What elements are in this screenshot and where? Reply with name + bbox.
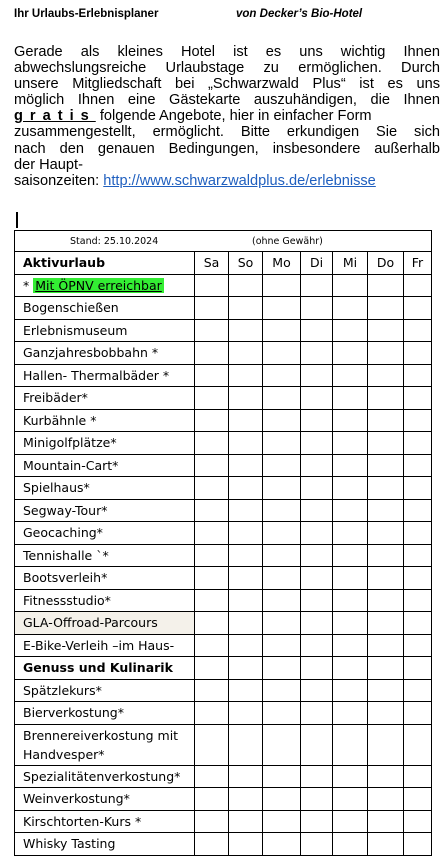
day-cell[interactable] (229, 612, 263, 635)
intro-line-rest: folgende Angebote, hier in einfacher Form (99, 108, 372, 125)
day-cell[interactable] (404, 544, 432, 567)
day-cell[interactable] (333, 810, 368, 833)
day-cell[interactable] (333, 702, 368, 725)
table-row (15, 833, 432, 856)
day-cell[interactable] (404, 319, 432, 342)
day-cell[interactable] (368, 612, 404, 635)
day-cell[interactable] (301, 657, 333, 680)
intro-line (14, 173, 440, 189)
day-cell[interactable] (195, 319, 229, 342)
table-row (15, 544, 432, 567)
day-cell[interactable] (333, 679, 368, 702)
activity-name: Hallen- Thermalbäder * (15, 364, 195, 387)
header-title: Ihr Urlaubs-Erlebnisplaner (14, 8, 159, 20)
activity-name: Spielhaus* (15, 477, 195, 500)
day-cell[interactable] (301, 477, 333, 500)
day-cell[interactable] (333, 522, 368, 545)
day-cell[interactable] (195, 702, 229, 725)
day-cell[interactable] (368, 454, 404, 477)
day-cell[interactable] (368, 319, 404, 342)
day-cell[interactable] (229, 409, 263, 432)
day-cell[interactable] (263, 724, 301, 765)
intro-line: nach den genauen Bedingungen, insbesondere außerhalb (14, 140, 440, 157)
section-row-genuss (15, 657, 432, 680)
day-cell[interactable] (301, 319, 333, 342)
day-header: So (229, 252, 263, 275)
section-heading-aktivurlaub: Aktivurlaub (15, 252, 195, 275)
text-cursor (16, 212, 18, 228)
day-cell[interactable] (368, 765, 404, 788)
intro-line: zusammengestellt, ermöglicht. Bitte erkundigen Sie sich (14, 124, 440, 141)
day-cell[interactable] (404, 432, 432, 455)
day-cell[interactable] (195, 657, 229, 680)
activity-name: GLA-Offroad-Parcours (15, 612, 195, 635)
table-row (15, 589, 432, 612)
day-cell[interactable] (229, 544, 263, 567)
day-cell[interactable] (404, 297, 432, 320)
table-row (15, 477, 432, 500)
day-cell[interactable] (301, 342, 333, 365)
day-cell[interactable] (301, 297, 333, 320)
day-cell[interactable] (368, 499, 404, 522)
table-row (15, 432, 432, 455)
activity-table (14, 230, 432, 856)
day-cell[interactable] (263, 319, 301, 342)
schwarzwaldplus-link[interactable]: http://www.schwarzwaldplus.de/erlebnisse (103, 172, 376, 189)
day-cell[interactable] (263, 477, 301, 500)
day-cell[interactable] (333, 765, 368, 788)
day-cell[interactable] (263, 702, 301, 725)
intro-line: Gerade als kleines Hotel ist es uns wichtig Ihnen (14, 44, 440, 60)
day-cell[interactable] (333, 634, 368, 657)
table-row (15, 499, 432, 522)
table-row (15, 612, 432, 635)
table-row (15, 724, 432, 765)
day-header: Mi (333, 252, 368, 275)
day-cell[interactable] (404, 833, 432, 856)
star-marker: * (23, 277, 34, 293)
day-cell[interactable] (333, 387, 368, 410)
day-cell[interactable] (333, 364, 368, 387)
day-cell[interactable] (229, 788, 263, 811)
day-cell[interactable] (195, 612, 229, 635)
activity-name: Kurbähnle * (15, 409, 195, 432)
stand-row (15, 231, 432, 252)
day-cell[interactable] (404, 522, 432, 545)
day-cell[interactable] (301, 387, 333, 410)
table-row (15, 319, 432, 342)
day-cell[interactable] (301, 679, 333, 702)
intro-line: unsere Mitgliedschaft bei „Schwarzwald Plus“ ist es uns (14, 76, 440, 93)
day-cell[interactable] (195, 544, 229, 567)
day-cell[interactable] (301, 544, 333, 567)
day-cell[interactable] (195, 432, 229, 455)
day-cell[interactable] (195, 724, 229, 765)
table-row (15, 810, 432, 833)
table-row (15, 454, 432, 477)
day-cell[interactable] (301, 432, 333, 455)
day-cell[interactable] (333, 657, 368, 680)
activity-name: Weinverkostung* (15, 788, 195, 811)
day-cell[interactable] (229, 432, 263, 455)
day-cell[interactable] (404, 499, 432, 522)
day-cell[interactable] (195, 387, 229, 410)
day-cell[interactable] (263, 342, 301, 365)
day-cell[interactable] (404, 454, 432, 477)
day-cell[interactable] (229, 522, 263, 545)
day-cell[interactable] (263, 567, 301, 590)
day-cell[interactable] (195, 274, 229, 297)
disclaimer: (ohne Gewähr) (252, 236, 323, 247)
day-cell[interactable] (368, 477, 404, 500)
link-prefix: saisonzeiten: (14, 172, 104, 189)
day-cell[interactable] (404, 612, 432, 635)
table-row (15, 387, 432, 410)
day-cell[interactable] (263, 432, 301, 455)
day-cell[interactable] (301, 702, 333, 725)
day-cell[interactable] (229, 319, 263, 342)
day-cell[interactable] (301, 724, 333, 765)
day-cell[interactable] (404, 657, 432, 680)
day-cell[interactable] (404, 364, 432, 387)
table-row (15, 522, 432, 545)
activity-name: Brennereiverkostung mit Handvesper* (15, 724, 195, 765)
activity-name: Bootsverleih* (15, 567, 195, 590)
day-cell[interactable] (263, 499, 301, 522)
day-cell[interactable] (333, 319, 368, 342)
day-cell[interactable] (263, 634, 301, 657)
day-cell[interactable] (301, 454, 333, 477)
day-cell[interactable] (195, 679, 229, 702)
gratis-word: gratis (14, 108, 96, 125)
day-cell[interactable] (368, 724, 404, 765)
day-cell[interactable] (195, 765, 229, 788)
day-cell[interactable] (404, 387, 432, 410)
table-row (15, 409, 432, 432)
day-cell[interactable] (301, 567, 333, 590)
oepnv-note-row (15, 274, 432, 297)
day-cell[interactable] (301, 409, 333, 432)
day-cell[interactable] (404, 477, 432, 500)
day-cell[interactable] (229, 454, 263, 477)
activity-name: Spezialitätenverkostung* (15, 765, 195, 788)
day-cell[interactable] (229, 274, 263, 297)
activity-name: Tennishalle `* (15, 544, 195, 567)
activity-name: Ganzjahresbobbahn * (15, 342, 195, 365)
day-cell[interactable] (301, 833, 333, 856)
activity-name: Segway-Tour* (15, 499, 195, 522)
day-header: Mo (263, 252, 301, 275)
day-cell[interactable] (229, 477, 263, 500)
day-cell[interactable] (263, 274, 301, 297)
day-cell[interactable] (368, 409, 404, 432)
oepnv-note (15, 274, 195, 297)
day-cell[interactable] (301, 612, 333, 635)
day-cell[interactable] (263, 679, 301, 702)
day-cell[interactable] (229, 679, 263, 702)
day-cell[interactable] (333, 833, 368, 856)
day-cell[interactable] (404, 810, 432, 833)
section-heading-genuss: Genuss und Kulinarik (15, 657, 195, 680)
day-cell[interactable] (195, 788, 229, 811)
day-cell[interactable] (263, 765, 301, 788)
day-cell[interactable] (368, 702, 404, 725)
day-cell[interactable] (333, 589, 368, 612)
active-rows (15, 297, 432, 657)
genuss-rows (15, 679, 432, 855)
day-cell[interactable] (333, 297, 368, 320)
day-cell[interactable] (263, 454, 301, 477)
day-cell[interactable] (263, 364, 301, 387)
day-cell[interactable] (333, 274, 368, 297)
day-cell[interactable] (333, 477, 368, 500)
day-cell[interactable] (195, 297, 229, 320)
day-header: Fr (404, 252, 432, 275)
table-row (15, 364, 432, 387)
day-cell[interactable] (195, 499, 229, 522)
day-cell[interactable] (333, 499, 368, 522)
day-cell[interactable] (333, 612, 368, 635)
day-cell[interactable] (195, 522, 229, 545)
day-cell[interactable] (368, 679, 404, 702)
day-cell[interactable] (229, 765, 263, 788)
day-cell[interactable] (229, 724, 263, 765)
day-header: Do (368, 252, 404, 275)
day-cell[interactable] (229, 634, 263, 657)
day-cell[interactable] (263, 297, 301, 320)
day-cell[interactable] (404, 274, 432, 297)
day-cell[interactable] (333, 342, 368, 365)
stand-cell (15, 231, 432, 252)
day-cell[interactable] (368, 297, 404, 320)
day-cell[interactable] (368, 274, 404, 297)
day-cell[interactable] (229, 387, 263, 410)
day-cell[interactable] (404, 567, 432, 590)
table-row (15, 567, 432, 590)
day-cell[interactable] (368, 589, 404, 612)
activity-name: Mountain-Cart* (15, 454, 195, 477)
day-cell[interactable] (333, 788, 368, 811)
day-cell[interactable] (404, 788, 432, 811)
intro-line: abwechslungsreiche Urlaubstage zu ermöglichen. Durch (14, 60, 440, 77)
day-cell[interactable] (195, 454, 229, 477)
day-cell[interactable] (195, 567, 229, 590)
table-row (15, 765, 432, 788)
table-row (15, 679, 432, 702)
activity-name: Bierverkostung* (15, 702, 195, 725)
day-cell[interactable] (333, 724, 368, 765)
day-cell[interactable] (195, 364, 229, 387)
day-cell[interactable] (301, 522, 333, 545)
header-row (15, 252, 432, 275)
day-cell[interactable] (229, 810, 263, 833)
day-cell[interactable] (404, 765, 432, 788)
day-cell[interactable] (195, 342, 229, 365)
day-cell[interactable] (333, 432, 368, 455)
stand-date: Stand: 25.10.2024 (70, 236, 159, 247)
day-cell[interactable] (263, 788, 301, 811)
day-cell[interactable] (333, 544, 368, 567)
activity-name: Geocaching* (15, 522, 195, 545)
intro-line: möglich Ihnen eine Gästekarte auszuhändigen, die Ihnen (14, 92, 440, 109)
day-cell[interactable] (263, 409, 301, 432)
day-cell[interactable] (229, 833, 263, 856)
day-cell[interactable] (368, 657, 404, 680)
day-cell[interactable] (301, 274, 333, 297)
day-cell[interactable] (263, 657, 301, 680)
table-row (15, 634, 432, 657)
activity-name: Bogenschießen (15, 297, 195, 320)
intro-line: der Haupt- (14, 156, 83, 173)
day-cell[interactable] (229, 297, 263, 320)
day-cell[interactable] (229, 567, 263, 590)
day-cell[interactable] (229, 657, 263, 680)
day-cell[interactable] (404, 342, 432, 365)
activity-name: Minigolfplätze* (15, 432, 195, 455)
day-cell[interactable] (404, 679, 432, 702)
day-cell[interactable] (368, 567, 404, 590)
day-cell[interactable] (263, 589, 301, 612)
intro-paragraph (14, 44, 440, 189)
day-cell[interactable] (404, 702, 432, 725)
day-cell[interactable] (368, 387, 404, 410)
day-cell[interactable] (404, 589, 432, 612)
day-cell[interactable] (301, 364, 333, 387)
day-cell[interactable] (229, 342, 263, 365)
header-hotel: von Decker’s Bio-Hotel (236, 8, 363, 20)
day-cell[interactable] (263, 522, 301, 545)
activity-name: Fitnessstudio* (15, 589, 195, 612)
table-row (15, 702, 432, 725)
day-header: Sa (195, 252, 229, 275)
day-cell[interactable] (263, 810, 301, 833)
day-cell[interactable] (404, 634, 432, 657)
day-cell[interactable] (404, 409, 432, 432)
day-cell[interactable] (368, 833, 404, 856)
day-cell[interactable] (333, 567, 368, 590)
day-cell[interactable] (263, 833, 301, 856)
table-row (15, 342, 432, 365)
day-cell[interactable] (229, 499, 263, 522)
day-cell[interactable] (301, 788, 333, 811)
day-cell[interactable] (368, 634, 404, 657)
day-cell[interactable] (368, 432, 404, 455)
day-cell[interactable] (229, 364, 263, 387)
oepnv-highlight: Mit ÖPNV erreichbar (35, 277, 162, 293)
document-header (14, 8, 434, 20)
day-cell[interactable] (263, 612, 301, 635)
day-cell[interactable] (368, 810, 404, 833)
day-cell[interactable] (404, 724, 432, 765)
table-row (15, 788, 432, 811)
day-cell[interactable] (195, 634, 229, 657)
day-cell[interactable] (333, 454, 368, 477)
activity-name: Spätzlekurs* (15, 679, 195, 702)
day-cell[interactable] (368, 544, 404, 567)
day-cell[interactable] (301, 589, 333, 612)
day-cell[interactable] (195, 409, 229, 432)
day-cell[interactable] (263, 544, 301, 567)
day-cell[interactable] (368, 364, 404, 387)
day-cell[interactable] (195, 810, 229, 833)
day-cell[interactable] (229, 589, 263, 612)
day-cell[interactable] (263, 387, 301, 410)
activity-name: Whisky Tasting (15, 833, 195, 856)
activity-name: Freibäder* (15, 387, 195, 410)
day-cell[interactable] (333, 409, 368, 432)
intro-line (14, 108, 440, 124)
table-row (15, 297, 432, 320)
day-header: Di (301, 252, 333, 275)
day-cell[interactable] (301, 810, 333, 833)
activity-name: E-Bike-Verleih –im Haus- (15, 634, 195, 657)
activity-name: Kirschtorten-Kurs * (15, 810, 195, 833)
activity-name: Erlebnismuseum (15, 319, 195, 342)
day-cell[interactable] (229, 702, 263, 725)
day-cell[interactable] (368, 788, 404, 811)
day-cell[interactable] (301, 634, 333, 657)
day-cell[interactable] (301, 499, 333, 522)
day-cell[interactable] (195, 477, 229, 500)
day-cell[interactable] (195, 833, 229, 856)
day-cell[interactable] (368, 522, 404, 545)
day-cell[interactable] (195, 589, 229, 612)
day-cell[interactable] (368, 342, 404, 365)
day-cell[interactable] (301, 765, 333, 788)
